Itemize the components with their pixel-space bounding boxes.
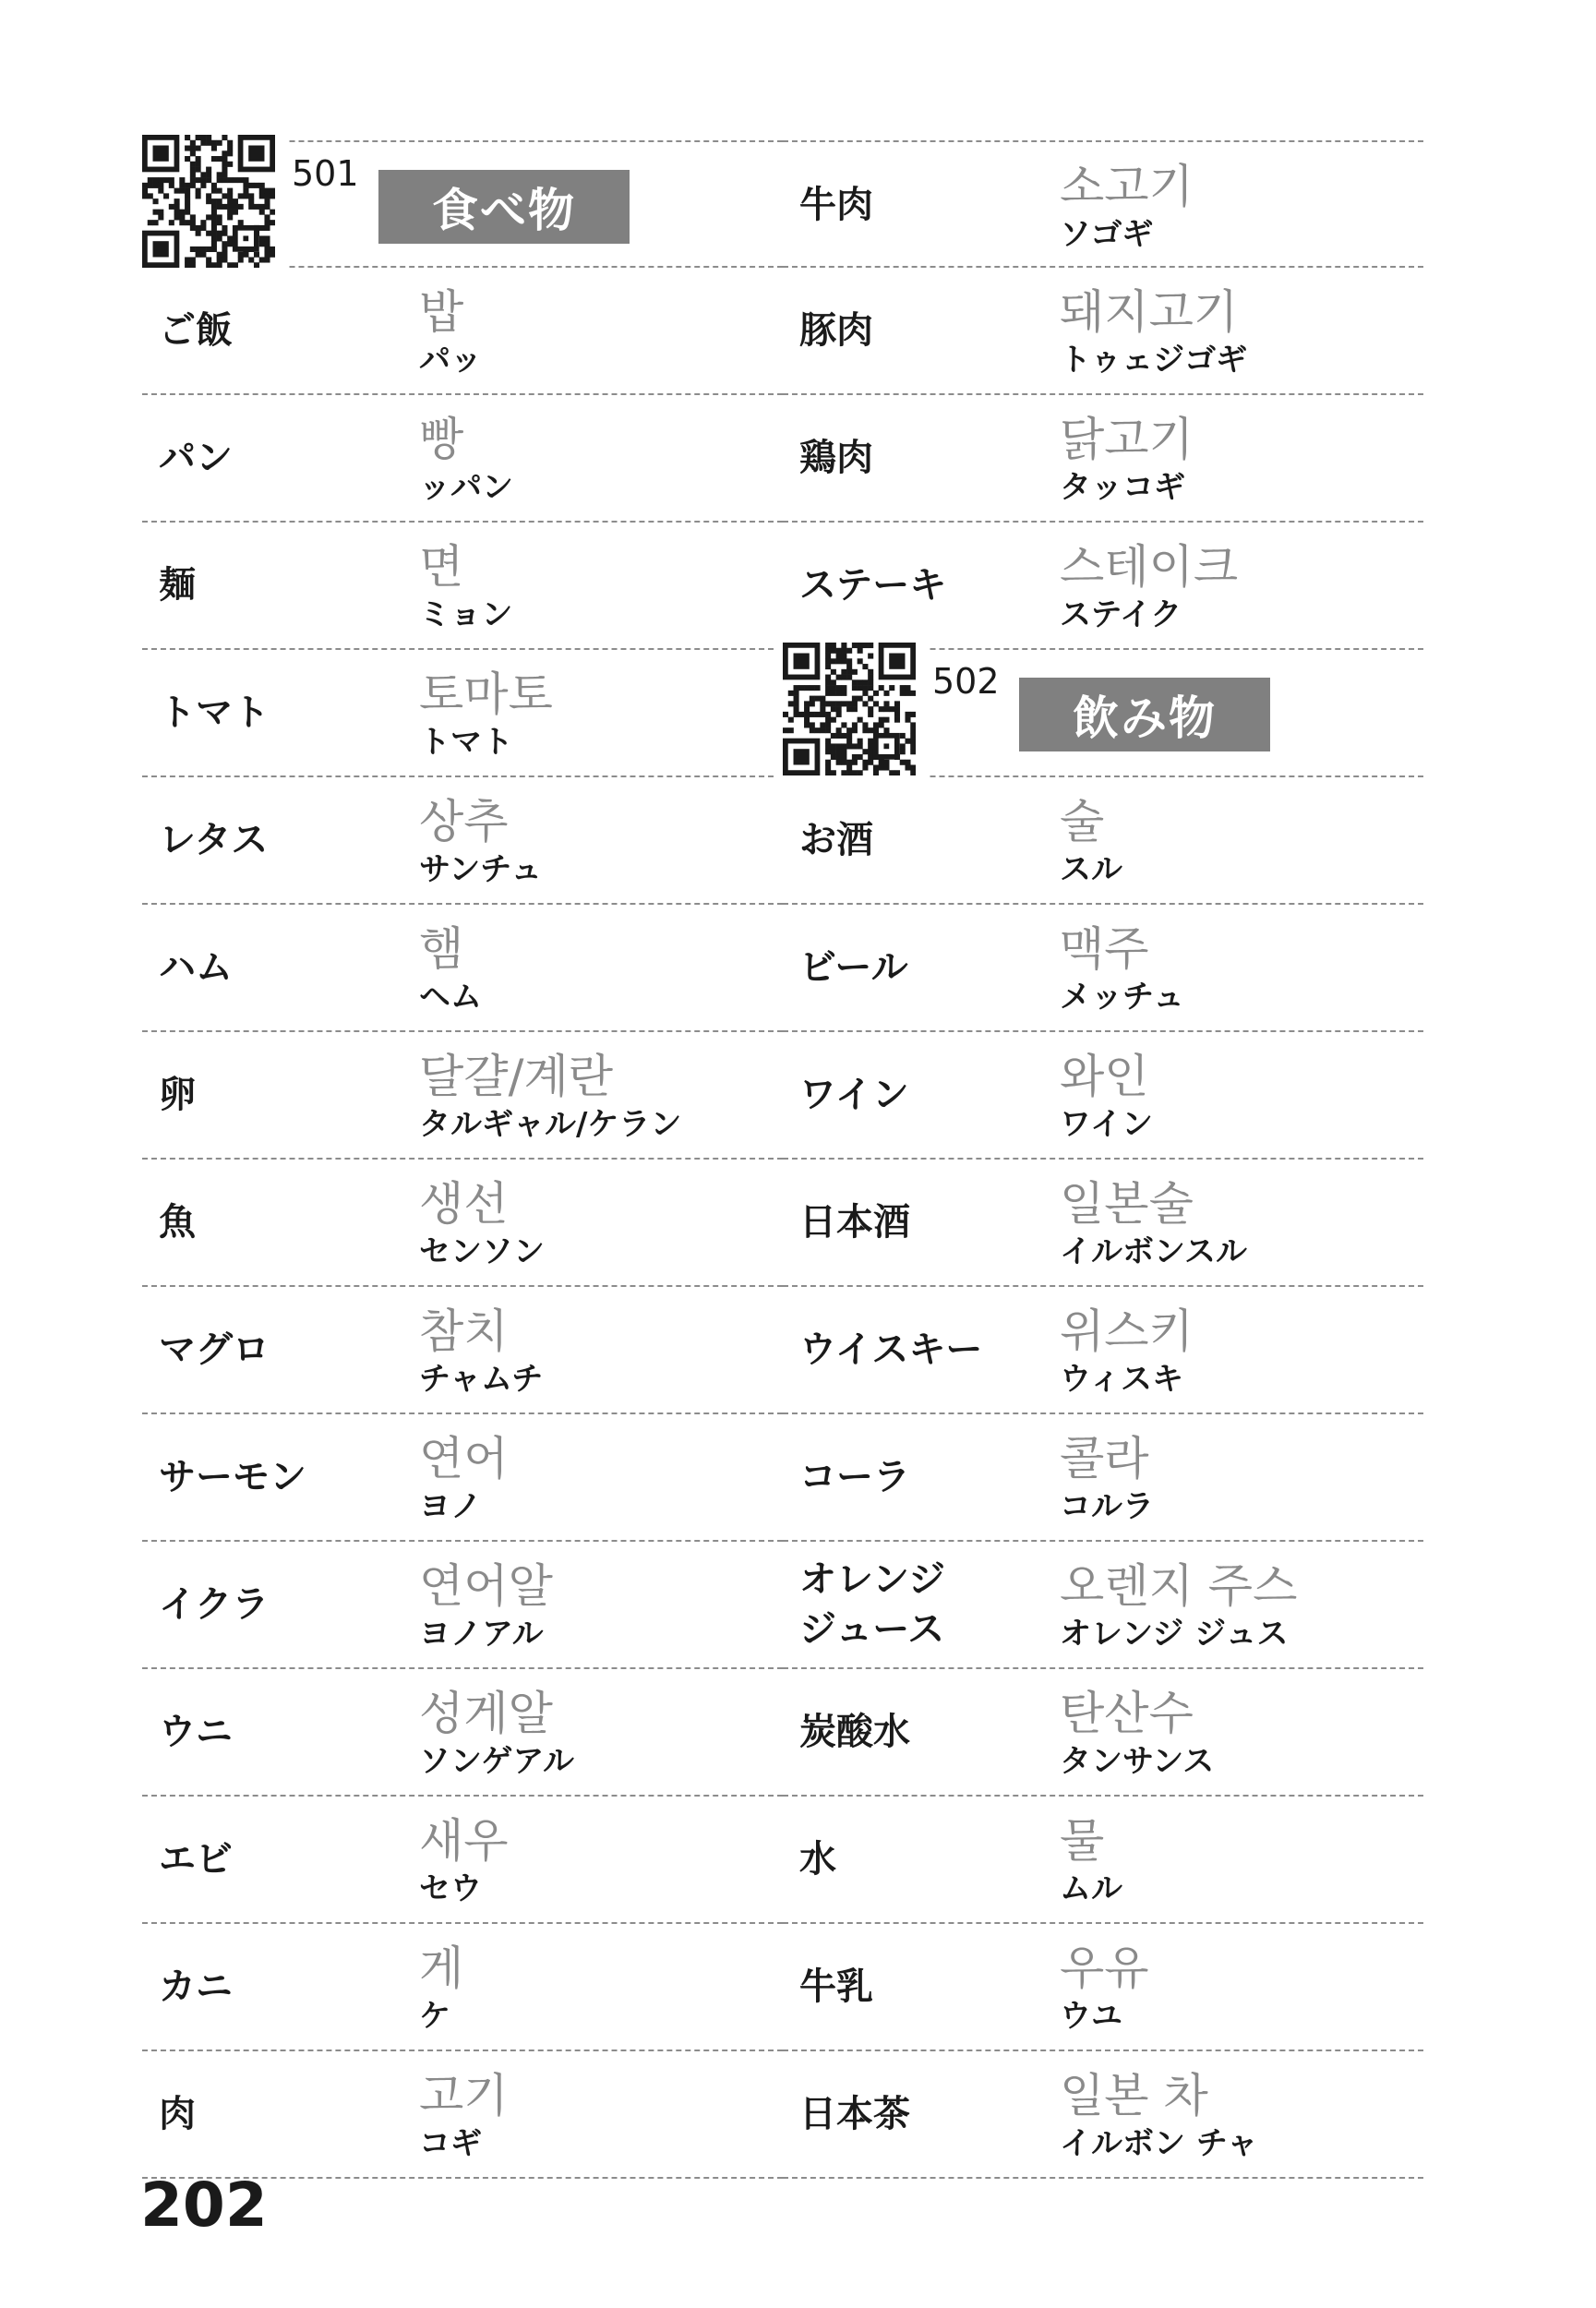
korean-term: 면 [419,540,464,594]
section-number: 502 [932,661,1000,702]
korean-term: 일본 차 [1060,2069,1208,2122]
japanese-term: イクラ [159,1583,270,1626]
pronunciation-kana: ミョン [419,596,513,633]
japanese-term: 牛乳 [799,1965,873,2008]
section-header-drinks [783,650,1423,777]
korean-term: 새우 [419,1814,509,1868]
japanese-term: ワイン [799,1074,909,1116]
section-header-food [142,140,783,268]
korean-term: 콜라 [1060,1432,1149,1485]
vocab-row [142,1924,783,2051]
vocab-row [142,395,783,523]
japanese-term: 日本茶 [799,2093,910,2135]
korean-term: 오렌지 주스 [1060,1559,1298,1613]
pronunciation-kana: スル [1060,851,1122,888]
vocab-row [142,268,783,395]
pronunciation-kana: ワイン [1060,1106,1153,1143]
vocab-row [783,1032,1423,1160]
japanese-term: 麺 [159,564,196,607]
korean-term: 돼지고기 [1060,285,1239,339]
korean-term: 고기 [419,2069,509,2122]
pronunciation-kana: セウ [419,1870,482,1907]
japanese-term: ハム [159,946,233,989]
vocab-row [783,140,1423,268]
pronunciation-kana: トマト [419,724,513,761]
left-column [142,140,783,2179]
vocab-row [142,777,783,905]
vocab-row [783,905,1423,1032]
qr-code-icon [142,135,275,268]
pronunciation-kana: ヨノ [419,1488,482,1525]
qr-code-food[interactable] [133,131,286,279]
korean-term: 참치 [419,1304,509,1358]
vocab-row [142,2051,783,2179]
pronunciation-kana: センソン [419,1233,545,1270]
vocab-row [783,2051,1423,2179]
vocab-row [142,905,783,1032]
vocab-row [142,1287,783,1414]
pronunciation-kana: チャムチ [419,1361,544,1398]
vocab-row [783,1797,1423,1924]
vocab-row [142,650,783,777]
japanese-term: 日本酒 [799,1201,910,1244]
pronunciation-kana: タルギャル/ケラン [419,1106,682,1143]
korean-term: 물 [1060,1814,1105,1868]
pronunciation-kana: コルラ [1060,1488,1154,1525]
korean-term: 빵 [419,413,464,466]
japanese-term: サーモン [159,1456,306,1498]
vocab-row [142,1797,783,1924]
pronunciation-kana: ウィスキ [1060,1361,1183,1398]
japanese-term: オレンジ ジュース [799,1558,945,1651]
vocab-row [783,1160,1423,1287]
pronunciation-kana: ケ [419,1998,450,2035]
korean-term: 위스키 [1060,1304,1194,1358]
vocab-row [783,523,1423,650]
pronunciation-kana: オレンジ ジュス [1060,1616,1289,1653]
japanese-term: トマト [159,691,270,734]
pronunciation-kana: ヘム [419,979,482,1016]
vocab-row [783,1287,1423,1414]
korean-term: 연어 [419,1432,509,1485]
korean-term: 게 [419,1941,464,1995]
vocab-row [142,1032,783,1160]
japanese-term: コーラ [799,1456,910,1498]
korean-term: 밥 [419,285,464,339]
vocab-row [142,1669,783,1797]
section-label: 食べ物 [378,170,630,244]
korean-term: 생선 [419,1177,509,1231]
vocab-row [783,395,1423,523]
vocab-row [783,268,1423,395]
korean-term: 소고기 [1060,160,1194,213]
section-label: 飲み物 [1019,678,1270,751]
right-column [783,140,1423,2179]
korean-term: 연어알 [419,1559,553,1613]
japanese-term: 魚 [159,1201,196,1244]
pronunciation-kana: ウユ [1060,1998,1122,2035]
japanese-term: ご飯 [159,309,233,352]
japanese-term: 水 [799,1838,836,1881]
japanese-term: レタス [159,819,269,861]
pronunciation-kana: ステイク [1060,596,1182,633]
japanese-term: ビール [799,946,908,989]
vocab-row [783,1414,1423,1542]
pronunciation-kana: イルボンスル [1060,1233,1247,1270]
qr-code-icon [783,643,916,775]
vocab-row [142,1542,783,1669]
pronunciation-kana: ムル [1060,1870,1122,1907]
pronunciation-kana: イルボン チャ [1060,2125,1258,2162]
japanese-term: 豚肉 [799,309,873,352]
japanese-term: ウニ [159,1711,233,1753]
japanese-term: ステーキ [799,564,947,607]
japanese-term: 卵 [159,1074,196,1116]
japanese-term: パン [159,437,233,479]
korean-term: 닭고기 [1060,413,1194,466]
korean-term: 와인 [1060,1050,1149,1103]
japanese-term: 牛肉 [799,184,873,226]
pronunciation-kana: パッ [419,342,482,379]
vocab-row [783,1924,1423,2051]
pronunciation-kana: ソンゲアル [419,1743,574,1780]
korean-term: 탄산수 [1060,1687,1194,1740]
pronunciation-kana: メッチュ [1060,979,1184,1016]
korean-term: 일본술 [1060,1177,1194,1231]
pronunciation-kana: タッコギ [1060,469,1185,506]
pronunciation-kana: サンチュ [419,851,543,888]
japanese-term: エビ [159,1838,233,1881]
japanese-term: カニ [159,1965,233,2008]
page-number: 202 [140,2170,268,2241]
vocab-row [783,1669,1423,1797]
pronunciation-kana: トゥェジゴギ [1060,342,1248,379]
korean-term: 성게알 [419,1687,553,1740]
japanese-term: お酒 [799,819,873,861]
korean-term: 햄 [419,922,464,976]
korean-term: 상추 [419,795,509,848]
qr-code-drinks[interactable] [774,639,927,787]
japanese-term: 鶏肉 [799,437,873,479]
vocab-row [783,1542,1423,1669]
pronunciation-kana: コギ [419,2125,482,2162]
japanese-term: 炭酸水 [799,1711,910,1753]
section-number: 501 [292,153,359,194]
pronunciation-kana: ッパン [419,469,513,506]
japanese-term: マグロ [159,1328,270,1371]
japanese-term: ウイスキー [799,1328,983,1371]
korean-term: 스테이크 [1060,540,1239,594]
pronunciation-kana: ソゴギ [1060,216,1154,253]
korean-term: 우유 [1060,1941,1149,1995]
vocab-row [142,1160,783,1287]
korean-term: 술 [1060,795,1105,848]
korean-term: 달걀/계란 [419,1050,614,1103]
vocab-row [142,523,783,650]
korean-term: 맥주 [1060,922,1149,976]
pronunciation-kana: ヨノアル [419,1616,544,1653]
vocab-row [142,1414,783,1542]
japanese-term: 肉 [159,2093,196,2135]
vocab-row [783,777,1423,905]
pronunciation-kana: タンサンス [1060,1743,1215,1780]
korean-term: 토마토 [419,667,553,721]
